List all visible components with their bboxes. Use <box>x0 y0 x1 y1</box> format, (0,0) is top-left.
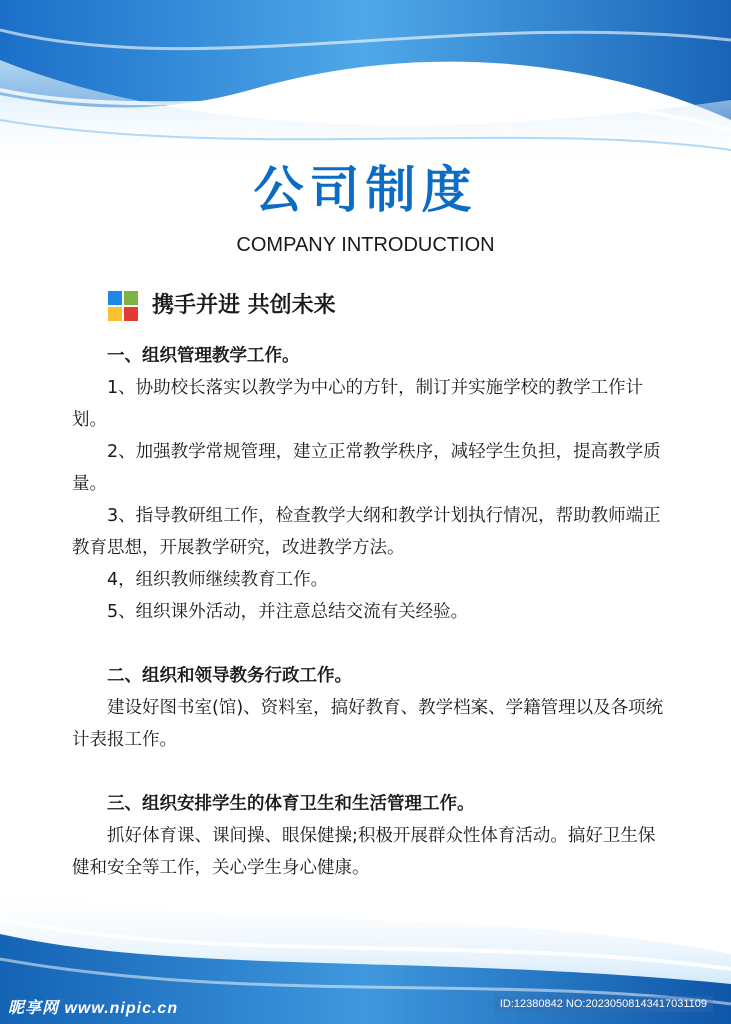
paragraph: 1、协助校长落实以教学为中心的方针，制订并实施学校的教学工作计划。 <box>72 378 644 430</box>
section-heading: 一、组织管理教学工作。 <box>107 346 300 366</box>
section-heading: 三、组织安排学生的体育卫生和生活管理工作。 <box>107 794 475 814</box>
paragraph: 3、指导教研组工作，检查教学大纲和教学计划执行情况，帮助教师端正教育思想，开展教学研究，改进教学方法。 <box>72 506 661 558</box>
section-1 <box>72 340 667 628</box>
paragraph: 建设好图书室(馆)、资料室，搞好教育、教学档案、学籍管理以及各项统计表报工作。 <box>72 698 664 750</box>
page-subtitle: COMPANY INTRODUCTION <box>236 234 495 256</box>
policy-content <box>72 340 667 884</box>
paragraph: 5、组织课外活动，并注意总结交流有关经验。 <box>107 602 469 622</box>
slogan-text: 携手并进 共创未来 <box>152 293 336 318</box>
page-title: 公司制度 <box>253 161 478 219</box>
section-3 <box>72 788 667 884</box>
paragraph: 4，组织教师继续教育工作。 <box>107 570 329 590</box>
color-squares-icon <box>108 291 138 321</box>
slogan-row <box>108 289 336 323</box>
section-heading: 二、组织和领导教务行政工作。 <box>107 666 352 686</box>
paragraph: 抓好体育课、课间操、眼保健操;积极开展群众性体育活动。搞好卫生保健和安全等工作，关心学生身心健康。 <box>72 826 656 878</box>
watermark-id: ID:12380842 NO:20230508143417031109 <box>494 996 713 1012</box>
watermark-site: 昵享网 www.nipic.cn <box>8 1000 179 1017</box>
paragraph: 2、加强教学常规管理，建立正常教学秩序，减轻学生负担，提高教学质量。 <box>72 442 661 494</box>
section-2 <box>72 660 667 756</box>
top-wave-background <box>0 0 731 170</box>
